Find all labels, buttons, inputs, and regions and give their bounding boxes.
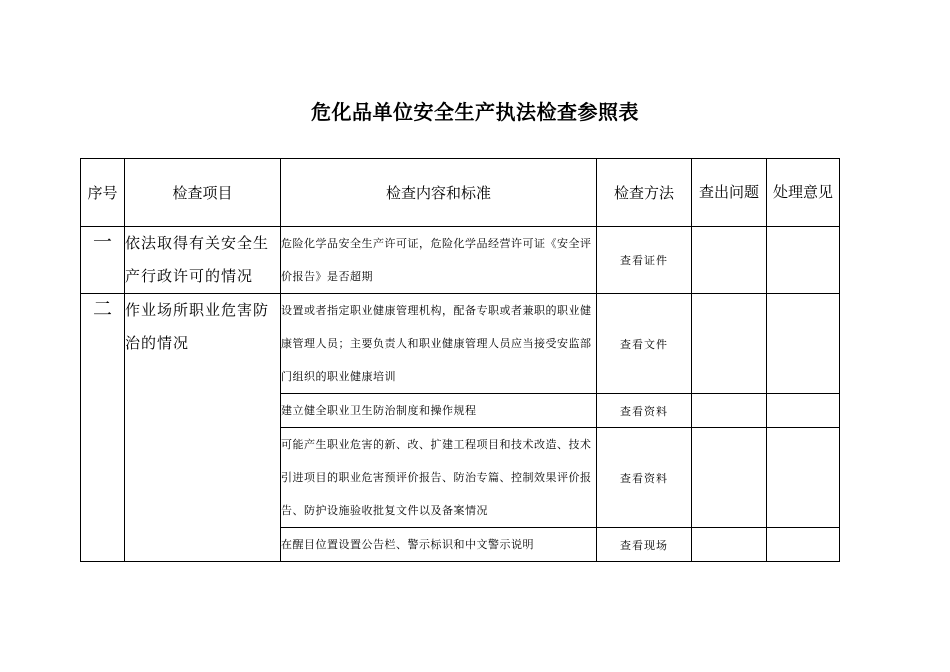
opinion-cell	[767, 528, 840, 562]
section-item: 依法取得有关安全生产行政许可的情况	[125, 227, 281, 294]
check-method: 查看资料	[597, 428, 692, 528]
check-content: 在醒目位置设置公告栏、警示标识和中文警示说明	[281, 528, 597, 562]
opinion-cell	[767, 227, 840, 294]
found-cell	[692, 528, 767, 562]
found-cell	[692, 227, 767, 294]
header-found: 查出问题	[692, 159, 767, 227]
found-cell	[692, 428, 767, 528]
header-row	[81, 159, 840, 227]
opinion-cell	[767, 294, 840, 394]
header-item: 检查项目	[125, 159, 281, 227]
header-seq: 序号	[81, 159, 125, 227]
header-method: 检查方法	[597, 159, 692, 227]
found-cell	[692, 394, 767, 428]
section-item: 作业场所职业危害防治的情况	[125, 294, 281, 562]
header-opinion: 处理意见	[767, 159, 840, 227]
section-number: 一	[81, 227, 125, 294]
check-content: 建立健全职业卫生防治制度和操作规程	[281, 394, 597, 428]
check-method: 查看资料	[597, 394, 692, 428]
check-content: 危险化学品安全生产许可证，危险化学品经营许可证《安全评价报告》是否超期	[281, 227, 597, 294]
found-cell	[692, 294, 767, 394]
inspection-table	[80, 158, 840, 562]
check-content: 可能产生职业危害的新、改、扩建工程项目和技术改造、技术引进项目的职业危害预评价报告、防治专篇、控制效果评价报告、防护设施验收批复文件以及备案情况	[281, 428, 597, 528]
table-row	[81, 294, 840, 394]
opinion-cell	[767, 428, 840, 528]
section-number: 二	[81, 294, 125, 562]
check-method: 查看文件	[597, 294, 692, 394]
opinion-cell	[767, 394, 840, 428]
table-row	[81, 227, 840, 294]
header-content: 检查内容和标准	[281, 159, 597, 227]
page-title: 危化品单位安全生产执法检查参照表	[311, 100, 639, 124]
check-method: 查看证件	[597, 227, 692, 294]
check-method: 查看现场	[597, 528, 692, 562]
check-content: 设置或者指定职业健康管理机构，配备专职或者兼职的职业健康管理人员；主要负责人和职业健康管理人员应当接受安监部门组织的职业健康培训	[281, 294, 597, 394]
